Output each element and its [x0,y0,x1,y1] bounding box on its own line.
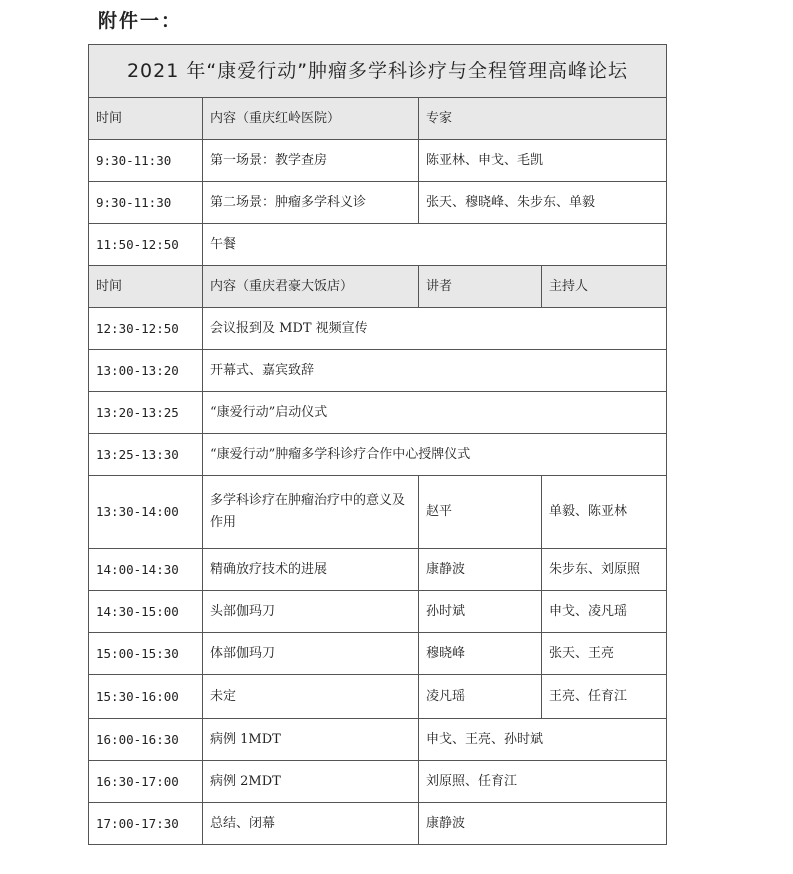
header-host: 主持人 [542,266,667,308]
table-title: 2021 年“康爱行动”肿瘤多学科诊疗与全程管理高峰论坛 [89,45,667,98]
time-cell: 13:00-13:20 [89,350,203,392]
table-row [89,140,667,182]
time-cell: 16:00-16:30 [89,719,203,761]
content-cell: 开幕式、嘉宾致辞 [203,350,667,392]
time-cell: 15:00-15:30 [89,633,203,675]
time-cell: 14:00-14:30 [89,549,203,591]
content-cell: “康爱行动”启动仪式 [203,392,667,434]
content-cell: 病例 1MDT [203,719,419,761]
table-row [89,350,667,392]
table-row [89,591,667,633]
time-cell: 9:30-11:30 [89,182,203,224]
host-cell: 单毅、陈亚林 [542,476,667,549]
table-row [89,761,667,803]
time-cell: 13:25-13:30 [89,434,203,476]
people-cell: 刘原照、任育江 [419,761,667,803]
content-cell: 未定 [203,675,419,719]
header-content: 内容（重庆红岭医院） [203,98,419,140]
host-cell: 张天、王亮 [542,633,667,675]
header-time: 时间 [89,266,203,308]
time-cell: 15:30-16:00 [89,675,203,719]
host-cell: 王亮、任育江 [542,675,667,719]
time-cell: 13:30-14:00 [89,476,203,549]
table-row [89,476,667,549]
content-cell: 体部伽玛刀 [203,633,419,675]
people-cell: 申戈、王亮、孙时斌 [419,719,667,761]
table-row [89,308,667,350]
header-content: 内容（重庆君豪大饭店） [203,266,419,308]
content-cell: 午餐 [203,224,667,266]
content-cell: 第二场景：肿瘤多学科义诊 [203,182,419,224]
schedule-table [88,44,667,845]
expert-cell: 陈亚林、申戈、毛凯 [419,140,667,182]
table-row [89,633,667,675]
content-cell: 第一场景：教学查房 [203,140,419,182]
speaker-cell: 孙时斌 [419,591,542,633]
time-cell: 12:30-12:50 [89,308,203,350]
expert-cell: 张天、穆晓峰、朱步东、单毅 [419,182,667,224]
table-row [89,719,667,761]
table-row [89,224,667,266]
time-cell: 11:50-12:50 [89,224,203,266]
people-cell: 康静波 [419,803,667,845]
content-cell: 精确放疗技术的进展 [203,549,419,591]
host-cell: 朱步东、刘原照 [542,549,667,591]
host-cell: 申戈、凌凡瑶 [542,591,667,633]
header-row-1 [89,98,667,140]
table-row [89,182,667,224]
table-row [89,803,667,845]
speaker-cell: 穆晓峰 [419,633,542,675]
time-cell: 16:30-17:00 [89,761,203,803]
header-speaker: 讲者 [419,266,542,308]
table-row [89,675,667,719]
speaker-cell: 赵平 [419,476,542,549]
table-row [89,549,667,591]
time-cell: 17:00-17:30 [89,803,203,845]
header-expert: 专家 [419,98,667,140]
content-cell: 多学科诊疗在肿瘤治疗中的意义及作用 [203,476,419,549]
attachment-label: 附件一： [98,10,183,32]
content-cell: 病例 2MDT [203,761,419,803]
time-cell: 9:30-11:30 [89,140,203,182]
table-row [89,434,667,476]
content-cell: 总结、闭幕 [203,803,419,845]
speaker-cell: 康静波 [419,549,542,591]
time-cell: 13:20-13:25 [89,392,203,434]
time-cell: 14:30-15:00 [89,591,203,633]
header-time: 时间 [89,98,203,140]
speaker-cell: 凌凡瑶 [419,675,542,719]
table-row [89,392,667,434]
content-cell: “康爱行动”肿瘤多学科诊疗合作中心授牌仪式 [203,434,667,476]
header-row-2 [89,266,667,308]
content-cell: 会议报到及 MDT 视频宣传 [203,308,667,350]
content-cell: 头部伽玛刀 [203,591,419,633]
